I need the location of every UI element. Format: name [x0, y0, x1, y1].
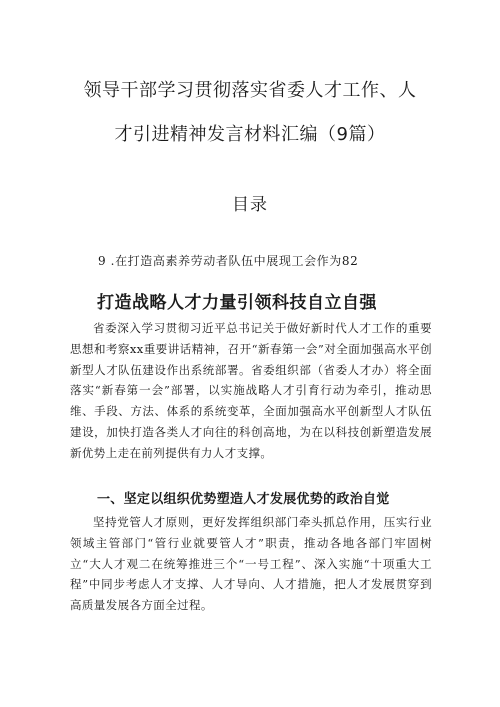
section-title: 打造战略人才力量引领科技自立自强 — [97, 293, 377, 313]
document-title-line-1: 领导干部学习贯彻落实省委人才工作、人 — [83, 80, 417, 101]
section-subheading: 一、坚定以组织优势塑造人才发展优势的政治自觉 — [97, 492, 390, 507]
toc-heading: 目录 — [232, 195, 268, 215]
body-paragraph: 坚持党管人才原则，更好发挥组织部门牵头抓总作用，压实行业领域主管部门“管行业就要管人才”职责，推动各地各部门牢固树立“大人才观二在统筹推进三个“一号工程”、深入实施“十项重大工程”中同步考虑人才支撑、人才导向、人才措施，把人才发展贯穿到高质量发展各方面全过程。 — [70, 515, 432, 613]
toc-entry[interactable]: 9 .在打造高素养劳动者队伍中展现工会作为82 — [98, 254, 359, 268]
document-title-line-2: 才引进精神发言材料汇编（9篇） — [114, 124, 386, 145]
body-paragraph: 省委深入学习贯彻习近平总书记关于做好新时代人才工作的重要思想和考察xx重要讲话精神，召开“新春第一会”对全面加强高水平创新型人才队伍建设作出系统部署。省委组织部（省委人才办）将全面落实“新春第一会”部署，以实施战略人才引育行动为牵引，推动思维、手段、方法、体系的系统变革，全面加强高水平创新型人才队伍建设，加快打造各类人才向往的科创高地，为在以科技创新塑造发展新优势上走在前列提供有力人才支撑。 — [70, 321, 432, 460]
